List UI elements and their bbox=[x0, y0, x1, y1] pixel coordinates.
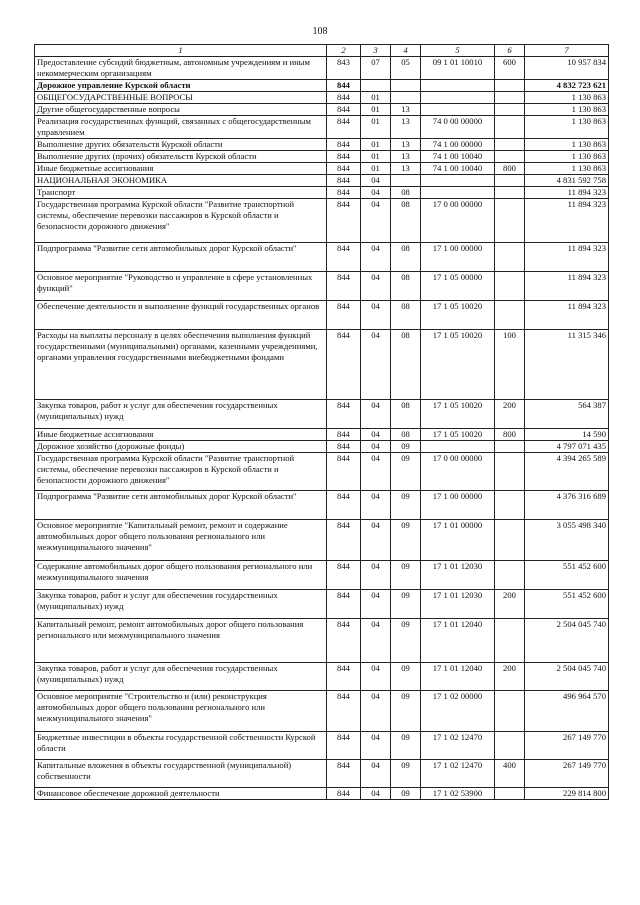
cell-amount: 551 452 600 bbox=[525, 590, 609, 619]
cell-subsection-code: 09 bbox=[391, 691, 421, 732]
cell-expense-type: 100 bbox=[495, 330, 525, 400]
cell-expense-type bbox=[495, 491, 525, 520]
table-row bbox=[35, 453, 609, 491]
column-number: 6 bbox=[495, 45, 525, 57]
cell-section-code: 04 bbox=[361, 590, 391, 619]
cell-subsection-code: 09 bbox=[391, 491, 421, 520]
cell-ministry-code: 844 bbox=[327, 561, 361, 590]
cell-subsection-code: 09 bbox=[391, 788, 421, 800]
cell-target-article: 17 1 05 10020 bbox=[421, 301, 495, 330]
cell-target-article: 17 1 00 00000 bbox=[421, 243, 495, 272]
cell-section-code: 01 bbox=[361, 139, 391, 151]
cell-amount: 1 130 863 bbox=[525, 104, 609, 116]
cell-target-article: 17 1 02 12470 bbox=[421, 732, 495, 760]
cell-ministry-code: 844 bbox=[327, 163, 361, 175]
table-row bbox=[35, 590, 609, 619]
cell-target-article bbox=[421, 92, 495, 104]
cell-subsection-code: 09 bbox=[391, 441, 421, 453]
row-name: Выполнение других обязательств Курской области bbox=[35, 139, 327, 151]
cell-amount: 3 055 498 340 bbox=[525, 520, 609, 561]
row-name: Дорожное управление Курской области bbox=[35, 80, 327, 92]
cell-expense-type bbox=[495, 104, 525, 116]
cell-expense-type bbox=[495, 139, 525, 151]
cell-ministry-code: 844 bbox=[327, 116, 361, 139]
row-name: Транспорт bbox=[35, 187, 327, 199]
cell-ministry-code: 844 bbox=[327, 175, 361, 187]
cell-ministry-code: 844 bbox=[327, 732, 361, 760]
cell-subsection-code: 09 bbox=[391, 453, 421, 491]
column-number: 7 bbox=[525, 45, 609, 57]
cell-ministry-code: 844 bbox=[327, 301, 361, 330]
cell-section-code: 01 bbox=[361, 163, 391, 175]
cell-target-article: 74 1 00 00000 bbox=[421, 139, 495, 151]
cell-expense-type: 600 bbox=[495, 57, 525, 80]
cell-section-code: 04 bbox=[361, 272, 391, 301]
row-name: Закупка товаров, работ и услуг для обеспечения государственных (муниципальных) нужд bbox=[35, 663, 327, 691]
cell-target-article: 17 1 01 12030 bbox=[421, 590, 495, 619]
column-number: 1 bbox=[35, 45, 327, 57]
cell-amount: 11 315 346 bbox=[525, 330, 609, 400]
cell-expense-type bbox=[495, 199, 525, 243]
cell-ministry-code: 844 bbox=[327, 619, 361, 663]
row-name: Основное мероприятие "Руководство и управление в сфере установленных функций" bbox=[35, 272, 327, 301]
cell-ministry-code: 844 bbox=[327, 272, 361, 301]
cell-target-article: 74 1 00 10040 bbox=[421, 163, 495, 175]
cell-expense-type bbox=[495, 243, 525, 272]
cell-amount: 4 376 316 689 bbox=[525, 491, 609, 520]
cell-expense-type: 200 bbox=[495, 400, 525, 429]
cell-ministry-code: 844 bbox=[327, 441, 361, 453]
cell-section-code: 04 bbox=[361, 301, 391, 330]
table-row bbox=[35, 520, 609, 561]
cell-section-code: 04 bbox=[361, 760, 391, 788]
cell-amount: 564 387 bbox=[525, 400, 609, 429]
cell-ministry-code: 844 bbox=[327, 139, 361, 151]
cell-amount: 551 452 600 bbox=[525, 561, 609, 590]
cell-amount: 10 957 834 bbox=[525, 57, 609, 80]
row-name: Расходы на выплаты персоналу в целях обеспечения выполнения функций государственными (муниципальными) органами, казенными учреждениями, органами управления государственными внебюджетными фондами bbox=[35, 330, 327, 400]
table-row bbox=[35, 330, 609, 400]
row-name: Содержание автомобильных дорог общего пользования регионального или межмуниципального значения bbox=[35, 561, 327, 590]
cell-section-code: 04 bbox=[361, 243, 391, 272]
cell-amount: 1 130 863 bbox=[525, 116, 609, 139]
cell-subsection-code: 13 bbox=[391, 151, 421, 163]
cell-expense-type bbox=[495, 116, 525, 139]
cell-subsection-code: 13 bbox=[391, 163, 421, 175]
row-name: Государственная программа Курской области "Развитие транспортной системы, обеспечение перевозки пассажиров в Курской области и безопасности дорожного движения" bbox=[35, 199, 327, 243]
cell-expense-type bbox=[495, 151, 525, 163]
cell-section-code: 04 bbox=[361, 788, 391, 800]
cell-target-article: 17 1 05 10020 bbox=[421, 429, 495, 441]
table-row bbox=[35, 175, 609, 187]
table-row bbox=[35, 732, 609, 760]
row-name: Капитальный ремонт, ремонт автомобильных дорог общего пользования регионального или межмуниципального значения bbox=[35, 619, 327, 663]
cell-target-article: 74 0 00 00000 bbox=[421, 116, 495, 139]
cell-amount: 229 814 800 bbox=[525, 788, 609, 800]
row-name: Дорожное хозяйство (дорожные фонды) bbox=[35, 441, 327, 453]
cell-subsection-code: 08 bbox=[391, 330, 421, 400]
cell-section-code: 01 bbox=[361, 104, 391, 116]
cell-section-code: 01 bbox=[361, 151, 391, 163]
cell-ministry-code: 844 bbox=[327, 187, 361, 199]
cell-target-article: 17 1 05 10020 bbox=[421, 330, 495, 400]
cell-target-article: 17 1 01 12040 bbox=[421, 619, 495, 663]
table-row bbox=[35, 199, 609, 243]
cell-section-code: 07 bbox=[361, 57, 391, 80]
table-row bbox=[35, 104, 609, 116]
cell-expense-type bbox=[495, 441, 525, 453]
cell-target-article: 17 1 02 53900 bbox=[421, 788, 495, 800]
cell-amount: 2 504 045 740 bbox=[525, 619, 609, 663]
cell-expense-type bbox=[495, 520, 525, 561]
budget-table bbox=[34, 44, 609, 800]
cell-section-code: 04 bbox=[361, 175, 391, 187]
cell-expense-type: 200 bbox=[495, 663, 525, 691]
cell-amount: 4 831 592 758 bbox=[525, 175, 609, 187]
cell-target-article: 17 1 05 00000 bbox=[421, 272, 495, 301]
cell-target-article bbox=[421, 187, 495, 199]
cell-expense-type: 800 bbox=[495, 429, 525, 441]
cell-target-article: 17 0 00 00000 bbox=[421, 453, 495, 491]
table-row bbox=[35, 57, 609, 80]
cell-expense-type bbox=[495, 788, 525, 800]
cell-ministry-code: 843 bbox=[327, 57, 361, 80]
cell-section-code: 04 bbox=[361, 619, 391, 663]
row-name: Реализация государственных функций, связанных с общегосударственным управлением bbox=[35, 116, 327, 139]
cell-expense-type bbox=[495, 80, 525, 92]
cell-subsection-code: 08 bbox=[391, 187, 421, 199]
cell-subsection-code: 13 bbox=[391, 104, 421, 116]
table-row bbox=[35, 429, 609, 441]
row-name: Выполнение других (прочих) обязательств Курской области bbox=[35, 151, 327, 163]
cell-target-article: 74 1 00 10040 bbox=[421, 151, 495, 163]
table-row bbox=[35, 663, 609, 691]
cell-section-code: 04 bbox=[361, 429, 391, 441]
cell-section-code: 04 bbox=[361, 663, 391, 691]
row-name: Финансовое обеспечение дорожной деятельности bbox=[35, 788, 327, 800]
cell-subsection-code: 09 bbox=[391, 760, 421, 788]
row-name: Иные бюджетные ассигнования bbox=[35, 429, 327, 441]
table-row bbox=[35, 441, 609, 453]
table-row bbox=[35, 243, 609, 272]
column-number: 4 bbox=[391, 45, 421, 57]
cell-ministry-code: 844 bbox=[327, 92, 361, 104]
cell-subsection-code: 05 bbox=[391, 57, 421, 80]
cell-ministry-code: 844 bbox=[327, 330, 361, 400]
cell-subsection-code: 09 bbox=[391, 663, 421, 691]
cell-amount: 11 894 323 bbox=[525, 199, 609, 243]
cell-ministry-code: 844 bbox=[327, 691, 361, 732]
cell-target-article: 17 0 00 00000 bbox=[421, 199, 495, 243]
cell-ministry-code: 844 bbox=[327, 760, 361, 788]
table-row bbox=[35, 139, 609, 151]
table-row bbox=[35, 760, 609, 788]
cell-ministry-code: 844 bbox=[327, 491, 361, 520]
table-row bbox=[35, 272, 609, 301]
cell-target-article: 17 1 02 12470 bbox=[421, 760, 495, 788]
table-row bbox=[35, 619, 609, 663]
cell-expense-type bbox=[495, 691, 525, 732]
cell-target-article bbox=[421, 80, 495, 92]
row-name: Подпрограмма "Развитие сети автомобильных дорог Курской области" bbox=[35, 243, 327, 272]
cell-amount: 11 894 323 bbox=[525, 243, 609, 272]
table-row bbox=[35, 151, 609, 163]
cell-expense-type bbox=[495, 175, 525, 187]
cell-target-article: 17 1 01 00000 bbox=[421, 520, 495, 561]
row-name: Закупка товаров, работ и услуг для обеспечения государственных (муниципальных) нужд bbox=[35, 400, 327, 429]
table-row bbox=[35, 788, 609, 800]
table-row bbox=[35, 187, 609, 199]
cell-target-article: 17 1 00 00000 bbox=[421, 491, 495, 520]
cell-subsection-code: 09 bbox=[391, 732, 421, 760]
cell-expense-type bbox=[495, 619, 525, 663]
table-row bbox=[35, 561, 609, 590]
cell-expense-type bbox=[495, 561, 525, 590]
cell-ministry-code: 844 bbox=[327, 590, 361, 619]
cell-target-article bbox=[421, 441, 495, 453]
row-name: Капитальные вложения в объекты государственной (муниципальной) собственности bbox=[35, 760, 327, 788]
row-name: Закупка товаров, работ и услуг для обеспечения государственных (муниципальных) нужд bbox=[35, 590, 327, 619]
cell-section-code: 04 bbox=[361, 400, 391, 429]
table-row bbox=[35, 80, 609, 92]
table-row bbox=[35, 691, 609, 732]
cell-target-article: 17 1 01 12030 bbox=[421, 561, 495, 590]
cell-expense-type bbox=[495, 453, 525, 491]
cell-ministry-code: 844 bbox=[327, 80, 361, 92]
cell-ministry-code: 844 bbox=[327, 663, 361, 691]
cell-expense-type: 400 bbox=[495, 760, 525, 788]
cell-ministry-code: 844 bbox=[327, 429, 361, 441]
cell-ministry-code: 844 bbox=[327, 243, 361, 272]
cell-amount: 267 149 770 bbox=[525, 732, 609, 760]
cell-expense-type bbox=[495, 187, 525, 199]
cell-section-code: 04 bbox=[361, 732, 391, 760]
row-name: Обеспечение деятельности и выполнение функций государственных органов bbox=[35, 301, 327, 330]
cell-section-code: 04 bbox=[361, 199, 391, 243]
cell-amount: 11 894 323 bbox=[525, 187, 609, 199]
cell-section-code: 04 bbox=[361, 561, 391, 590]
cell-section-code: 04 bbox=[361, 441, 391, 453]
cell-ministry-code: 844 bbox=[327, 199, 361, 243]
cell-section-code: 04 bbox=[361, 520, 391, 561]
cell-section-code: 01 bbox=[361, 92, 391, 104]
cell-ministry-code: 844 bbox=[327, 788, 361, 800]
row-name: Иные бюджетные ассигнования bbox=[35, 163, 327, 175]
cell-expense-type bbox=[495, 272, 525, 301]
cell-subsection-code: 08 bbox=[391, 429, 421, 441]
cell-amount: 11 894 323 bbox=[525, 272, 609, 301]
cell-amount: 1 130 863 bbox=[525, 163, 609, 175]
cell-amount: 267 149 770 bbox=[525, 760, 609, 788]
cell-section-code: 01 bbox=[361, 116, 391, 139]
cell-expense-type bbox=[495, 301, 525, 330]
table-row bbox=[35, 92, 609, 104]
table-row bbox=[35, 301, 609, 330]
table-row bbox=[35, 163, 609, 175]
cell-expense-type bbox=[495, 92, 525, 104]
cell-amount: 4 394 265 589 bbox=[525, 453, 609, 491]
cell-target-article: 09 1 01 10010 bbox=[421, 57, 495, 80]
cell-amount: 1 130 863 bbox=[525, 139, 609, 151]
cell-target-article bbox=[421, 104, 495, 116]
row-name: Государственная программа Курской области "Развитие транспортной системы, обеспечение перевозки пассажиров в Курской области и безопасности дорожного движения" bbox=[35, 453, 327, 491]
cell-ministry-code: 844 bbox=[327, 151, 361, 163]
row-name: НАЦИОНАЛЬНАЯ ЭКОНОМИКА bbox=[35, 175, 327, 187]
cell-subsection-code bbox=[391, 92, 421, 104]
cell-section-code: 04 bbox=[361, 187, 391, 199]
row-name: Подпрограмма "Развитие сети автомобильных дорог Курской области" bbox=[35, 491, 327, 520]
row-name: Основное мероприятие "Строительство и (или) реконструкция автомобильных дорог общего пользования регионального или межмуниципального значения" bbox=[35, 691, 327, 732]
column-number: 3 bbox=[361, 45, 391, 57]
cell-section-code bbox=[361, 80, 391, 92]
cell-amount: 1 130 863 bbox=[525, 92, 609, 104]
cell-amount: 1 130 863 bbox=[525, 151, 609, 163]
row-name: Основное мероприятие "Капитальный ремонт, ремонт и содержание автомобильных дорог общего пользования регионального или межмуниципального значения" bbox=[35, 520, 327, 561]
cell-subsection-code: 09 bbox=[391, 520, 421, 561]
cell-target-article bbox=[421, 175, 495, 187]
cell-target-article: 17 1 01 12040 bbox=[421, 663, 495, 691]
cell-amount: 4 797 071 435 bbox=[525, 441, 609, 453]
table-row bbox=[35, 116, 609, 139]
cell-subsection-code bbox=[391, 80, 421, 92]
cell-amount: 2 504 045 740 bbox=[525, 663, 609, 691]
cell-subsection-code: 08 bbox=[391, 243, 421, 272]
cell-subsection-code: 09 bbox=[391, 561, 421, 590]
cell-section-code: 04 bbox=[361, 491, 391, 520]
cell-target-article: 17 1 05 10020 bbox=[421, 400, 495, 429]
cell-ministry-code: 844 bbox=[327, 453, 361, 491]
cell-subsection-code: 08 bbox=[391, 301, 421, 330]
cell-target-article: 17 1 02 00000 bbox=[421, 691, 495, 732]
page-number: 108 bbox=[312, 26, 328, 37]
column-number: 2 bbox=[327, 45, 361, 57]
cell-amount: 14 590 bbox=[525, 429, 609, 441]
table-row bbox=[35, 491, 609, 520]
cell-amount: 11 894 323 bbox=[525, 301, 609, 330]
cell-subsection-code: 09 bbox=[391, 619, 421, 663]
row-name: Другие общегосударственные вопросы bbox=[35, 104, 327, 116]
column-number-row bbox=[35, 45, 609, 57]
cell-subsection-code: 08 bbox=[391, 199, 421, 243]
cell-section-code: 04 bbox=[361, 691, 391, 732]
cell-expense-type: 200 bbox=[495, 590, 525, 619]
cell-amount: 4 832 723 621 bbox=[525, 80, 609, 92]
cell-subsection-code bbox=[391, 175, 421, 187]
cell-section-code: 04 bbox=[361, 453, 391, 491]
row-name: ОБЩЕГОСУДАРСТВЕННЫЕ ВОПРОСЫ bbox=[35, 92, 327, 104]
row-name: Предоставление субсидий бюджетным, автономным учреждениям и иным некоммерческим организациям bbox=[35, 57, 327, 80]
cell-amount: 496 964 570 bbox=[525, 691, 609, 732]
table-row bbox=[35, 400, 609, 429]
cell-expense-type bbox=[495, 732, 525, 760]
cell-subsection-code: 09 bbox=[391, 590, 421, 619]
row-name: Бюджетные инвестиции в объекты государственной собственности Курской области bbox=[35, 732, 327, 760]
cell-subsection-code: 13 bbox=[391, 116, 421, 139]
cell-subsection-code: 08 bbox=[391, 272, 421, 301]
cell-ministry-code: 844 bbox=[327, 400, 361, 429]
cell-subsection-code: 13 bbox=[391, 139, 421, 151]
cell-ministry-code: 844 bbox=[327, 104, 361, 116]
cell-ministry-code: 844 bbox=[327, 520, 361, 561]
column-number: 5 bbox=[421, 45, 495, 57]
cell-expense-type: 800 bbox=[495, 163, 525, 175]
cell-subsection-code: 08 bbox=[391, 400, 421, 429]
cell-section-code: 04 bbox=[361, 330, 391, 400]
